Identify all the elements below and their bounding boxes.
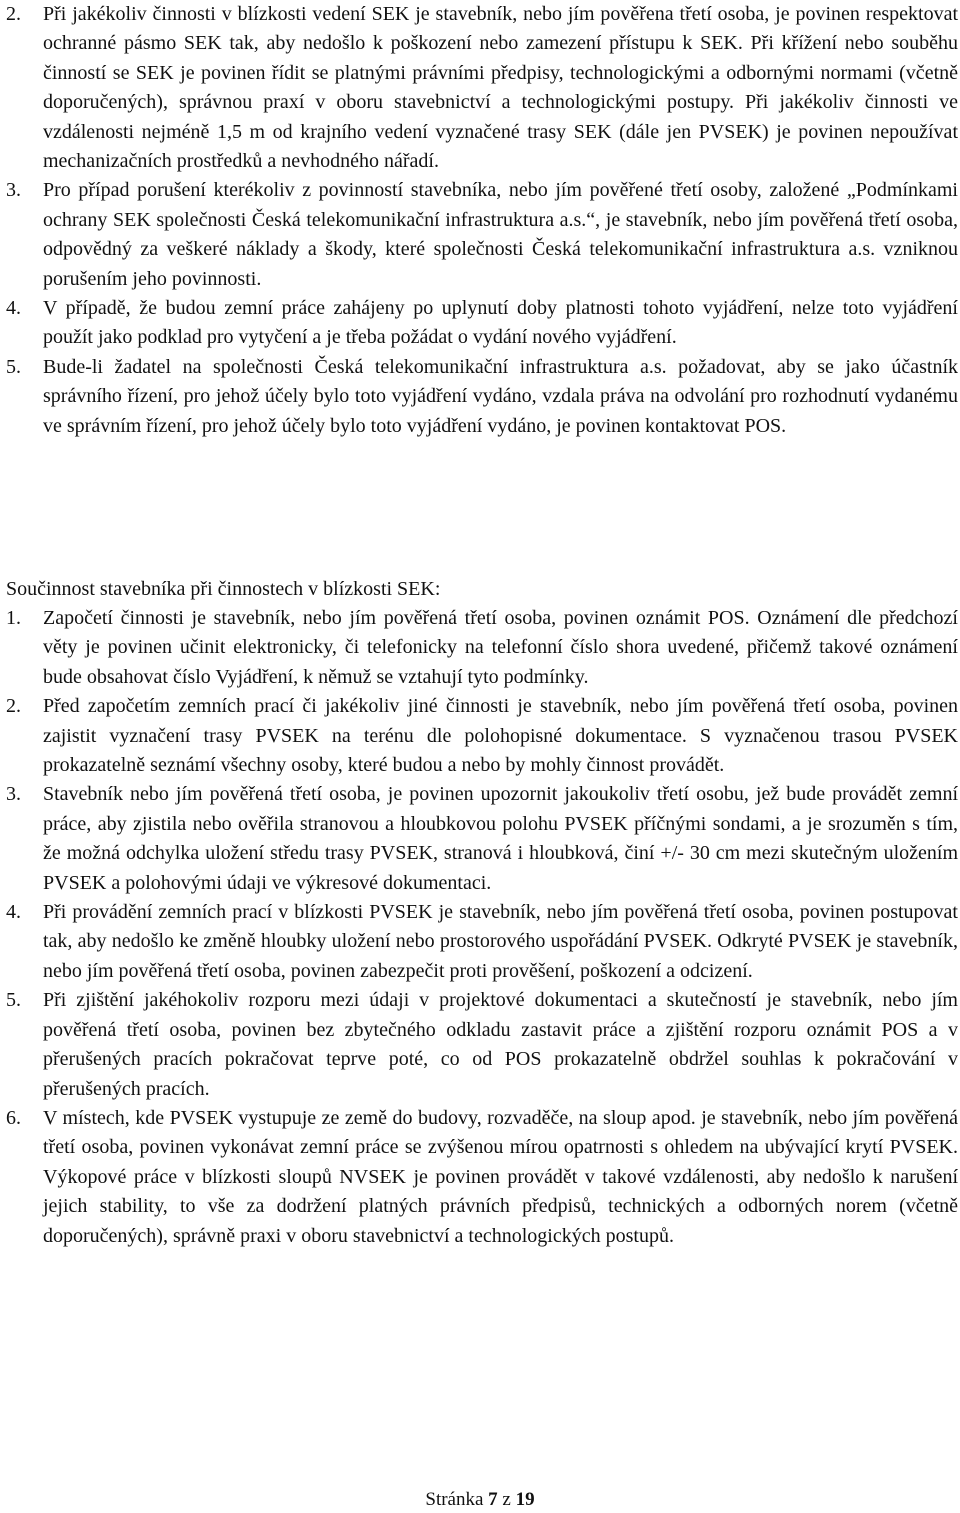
page-total: 19: [515, 1489, 535, 1510]
item-text: V případě, že budou zemní práce zahájeny po uplynutí doby platnosti tohoto vyjádření, nelze toto vyjádření použít jako podklad pro vytyčení a je třeba požádat o vydání nového vyjádření.: [43, 297, 958, 349]
item-number: 2.: [6, 695, 21, 718]
list-item: [6, 986, 958, 1104]
list-item: [6, 353, 958, 441]
item-text: Před započetím zemních prací či jakékoliv jiné činnosti je stavebník, nebo jím pověřená třetí osoba, povinen zajistit vyznačení trasy PVSEK na terénu dle polohopisné dokumentace. S vyznačenou trasou PVSEK prokazatelně seznámí všechny osoby, které budou a nebo by mohly činnost provádět.: [43, 695, 958, 777]
list-item: [6, 1104, 958, 1251]
item-number: 4.: [6, 901, 21, 924]
cooperation-list: [6, 604, 958, 1251]
item-number: 4.: [6, 297, 21, 320]
item-text: Pro případ porušení kterékoliv z povinností stavebníka, nebo jím pověřené třetí osoby, založené „Podmínkami ochrany SEK společnosti Česká telekomunikační infrastruktura a.s.“, je stavebník, nebo jím pověřená třetí osoba, odpovědný za veškeré náklady a škody, které společnosti Česká telekomunikační infrastruktura a.s. vzniknou porušením jeho povinnosti.: [43, 179, 958, 290]
conditions-list-continued: [6, 0, 958, 441]
list-item: [6, 294, 958, 353]
list-item: [6, 176, 958, 294]
list-item: [6, 604, 958, 692]
item-text: Stavebník nebo jím pověřená třetí osoba, je povinen upozornit jakoukoliv třetí osobu, jež bude provádět zemní práce, aby zjistila nebo ověřila stranovou a hloubkovou polohu PVSEK příčnými sondami, a je srozuměn s tím, že možná odchylka uložení středu trasy PVSEK, stranová i hloubková, činí +/- 30 cm mezi skutečným uložením PVSEK a polohovými údaji ve výkresové dokumentaci.: [43, 783, 958, 894]
list-item: [6, 898, 958, 986]
list-item: [6, 780, 958, 898]
section-heading: Součinnost stavebníka při činnostech v blízkosti SEK:: [6, 578, 441, 600]
list-item: [6, 692, 958, 780]
item-number: 2.: [6, 3, 21, 25]
item-text: Při zjištění jakéhokoliv rozporu mezi údaji v projektové dokumentaci a skutečností je stavebník, nebo jím pověřená třetí osoba, povinen bez zbytečného odkladu zastavit práce a zjištění rozporu oznámit POS a v přerušených pracích pokračovat teprve poté, co od POS prokazatelně obdržel souhlas k pokračování v přerušených pracích.: [43, 989, 958, 1100]
item-number: 3.: [6, 179, 21, 202]
item-number: 3.: [6, 783, 21, 806]
item-text: Při provádění zemních prací v blízkosti PVSEK je stavebník, nebo jím pověřená třetí osoba, povinen postupovat tak, aby nedošlo ke změně hloubky uložení nebo prostorového uspořádání PVSEK. Odkryté PVSEK je stavebník, nebo jím pověřená třetí osoba, povinen zabezpečit proti prověšení, poškození a odcizení.: [43, 901, 958, 982]
list-item: [6, 0, 958, 176]
page-footer: [0, 1488, 960, 1512]
item-text: Při jakékoliv činnosti v blízkosti vedení SEK je stavebník, nebo jím pověřena třetí osoba, je povinen respektovat ochranné pásmo SEK tak, aby nedošlo k poškození nebo zamezení přístupu k SEK. Při křížení nebo souběhu činností se SEK je povinen řídit se platnými právními předpisy, technologickými a odbornými normami (včetně doporučených), správnou praxí v oboru stavebnictví a technologickými postupy. Při jakékoliv činnosti ve vzdálenosti nejméně 1,5 m od krajního vedení vyznačené trasy SEK (dále jen PVSEK) je povinen nepoužívat mechanizačních prostředků a nevhodného nářadí.: [43, 3, 958, 173]
page-label: Stránka: [425, 1489, 484, 1510]
item-text: Bude-li žadatel na společnosti Česká telekomunikační infrastruktura a.s. požadovat, aby se jako účastník správního řízení, pro jehož účely bylo toto vyjádření vydáno, vzdala práva na odvolání pro rozhodnutí vydanému ve správním řízení, pro jehož účely bylo toto vyjádření vydáno, je povinen kontaktovat POS.: [43, 355, 958, 437]
item-number: 6.: [6, 1106, 21, 1129]
page-separator: z: [502, 1489, 511, 1510]
item-number: 5.: [6, 355, 21, 378]
item-text: V místech, kde PVSEK vystupuje ze země do budovy, rozvaděče, na sloup apod. je stavebník, nebo jím pověřená třetí osoba, povinen vykonávat zemní práce se zvýšenou mírou opatrnosti s ohledem na ubývající krytí PVSEK. Výkopové práce v blízkosti sloupů NVSEK je povinen provádět v takové vzdálenosti, aby nedošlo k narušení jejich stability, to vše za dodržení platných právních předpisů, technických a odborných norem (včetně doporučených), správně praxi v oboru stavebnictví a technologických postupů.: [43, 1106, 958, 1247]
item-text: Započetí činnosti je stavebník, nebo jím pověřená třetí osoba, povinen oznámit POS. Oznámení dle předchozí věty je povinen učinit elektronicky, či telefonicky na telefonní číslo shora uvedené, přičemž takové oznámení bude obsahovat číslo Vyjádření, k němuž se vztahují tyto podmínky.: [43, 607, 958, 688]
item-number: 5.: [6, 989, 21, 1012]
item-number: 1.: [6, 607, 21, 629]
page-current: 7: [488, 1489, 498, 1510]
